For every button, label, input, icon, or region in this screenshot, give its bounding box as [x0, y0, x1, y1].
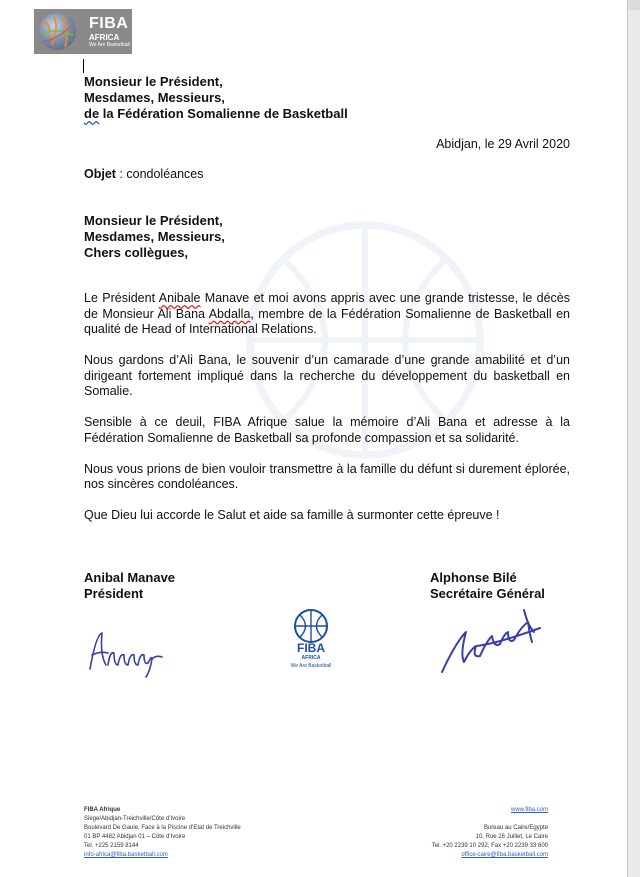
subject-line — [84, 167, 204, 181]
footer-right-line-1: Bureau au Caire/Egypte — [483, 825, 548, 831]
salutation-line-3: Chers collègues, — [84, 245, 189, 260]
footer-right-email-link[interactable]: office-caire@fiba.basketball.com — [461, 852, 548, 858]
body-p1-part-b: Manave et moi avons appris avec une grande tristesse, le décès de Monsieur Ali Bana — [84, 291, 571, 321]
logo-wordmark: FIBA — [89, 15, 129, 32]
center-logo-region: AFRICA — [301, 655, 321, 661]
salutation-block — [84, 213, 225, 261]
center-logo-tagline: We Are Basketball — [290, 663, 332, 669]
footer-right-line-3: Tel. +20 2239 10 292, Fax +20 2239 33 600 — [431, 843, 548, 849]
footer-left-line-4: Tel. +225 2159 8144 — [84, 843, 139, 849]
footer-right-line-2: 10, Rue 26 Juillet, Le Caire — [475, 834, 548, 840]
president-signature — [86, 625, 168, 683]
recipient-line-1: Monsieur le Président, — [84, 74, 223, 89]
footer-web-link[interactable]: www.fiba.com — [510, 807, 548, 813]
recipient-block — [84, 74, 348, 122]
center-fiba-logo — [287, 608, 335, 680]
secretary-name: Alphonse Bilé — [430, 570, 517, 585]
footer-left-line-2: Boulevard De Gaule, Face à la Piscine d’Etat de Treichville — [84, 825, 241, 831]
subject-value: : condoléances — [115, 167, 204, 181]
signatory-secretary-general — [430, 570, 545, 602]
secretary-signature — [436, 602, 548, 680]
president-title: Président — [84, 586, 144, 601]
salutation-line-2: Mesdames, Messieurs, — [84, 229, 225, 244]
body-paragraph-2: Nous gardons d’Ali Bana, le souvenir d’un camarade d’une grande amabilité et d’un dirigeant fortement impliqué dans la recherche du développement du basketball en Somalie. — [84, 353, 570, 398]
letter-date: Abidjan, le 29 Avril 2020 — [436, 137, 570, 151]
body-p1-name-1: Anibale — [158, 291, 201, 305]
footer-cairo — [432, 806, 548, 860]
text-cursor — [83, 59, 84, 73]
footer-left-line-1: Siège/Abidjan-Treichville/Côte d’Ivoire — [84, 816, 186, 822]
body-paragraph-1 — [84, 291, 570, 338]
logo-tagline: We Are Basketball — [89, 42, 130, 48]
recipient-federation: la Fédération Somalienne de Basketball — [99, 106, 348, 121]
basketball-logo-icon — [38, 12, 77, 51]
body-paragraph-4: Nous vous prions de bien vouloir transmettre à la famille du défunt si durement éplorée, nos sincères condoléances. — [84, 461, 570, 491]
body-p1-part-a: Le Président — [84, 291, 159, 305]
footer-left-org: FIBA Afrique — [84, 807, 121, 813]
footer-left-line-3: 01 BP 4482 Abidjan 01 – Côte d’Ivoire — [84, 834, 186, 840]
signatory-president — [84, 570, 175, 602]
center-logo-wordmark: FIBA — [297, 641, 325, 655]
footer-left-email-link[interactable]: info-africa@fiba.basketball.com — [84, 852, 168, 858]
logo-region: AFRICA — [89, 33, 120, 42]
body-p1-part-c: , membre de la Fédération Somalienne de Basketball en qualité de Head of International Relations. — [84, 306, 570, 336]
letter-body — [84, 291, 570, 539]
salutation-line-1: Monsieur le Président, — [84, 213, 223, 228]
recipient-line-3 — [84, 106, 348, 122]
recipient-line-2: Mesdames, Messieurs, — [84, 90, 225, 105]
president-name: Anibal Manave — [84, 570, 176, 585]
subject-label: Objet — [84, 167, 116, 181]
header-logo — [34, 9, 132, 54]
body-paragraph-5: Que Dieu lui accorde le Salut et aide sa famille à surmonter cette épreuve ! — [84, 508, 500, 522]
recipient-prefix: de — [84, 106, 100, 121]
body-paragraph-3: Sensible à ce deuil, FIBA Afrique salue la mémoire d’Ali Bana et adresse à la Fédération Somalienne de Basketball sa profonde compassion et sa solidarité. — [84, 415, 570, 445]
body-p1-name-2: Abdalla — [208, 306, 251, 321]
footer-abidjan — [84, 806, 241, 860]
secretary-title: Secrétaire Général — [430, 586, 545, 601]
